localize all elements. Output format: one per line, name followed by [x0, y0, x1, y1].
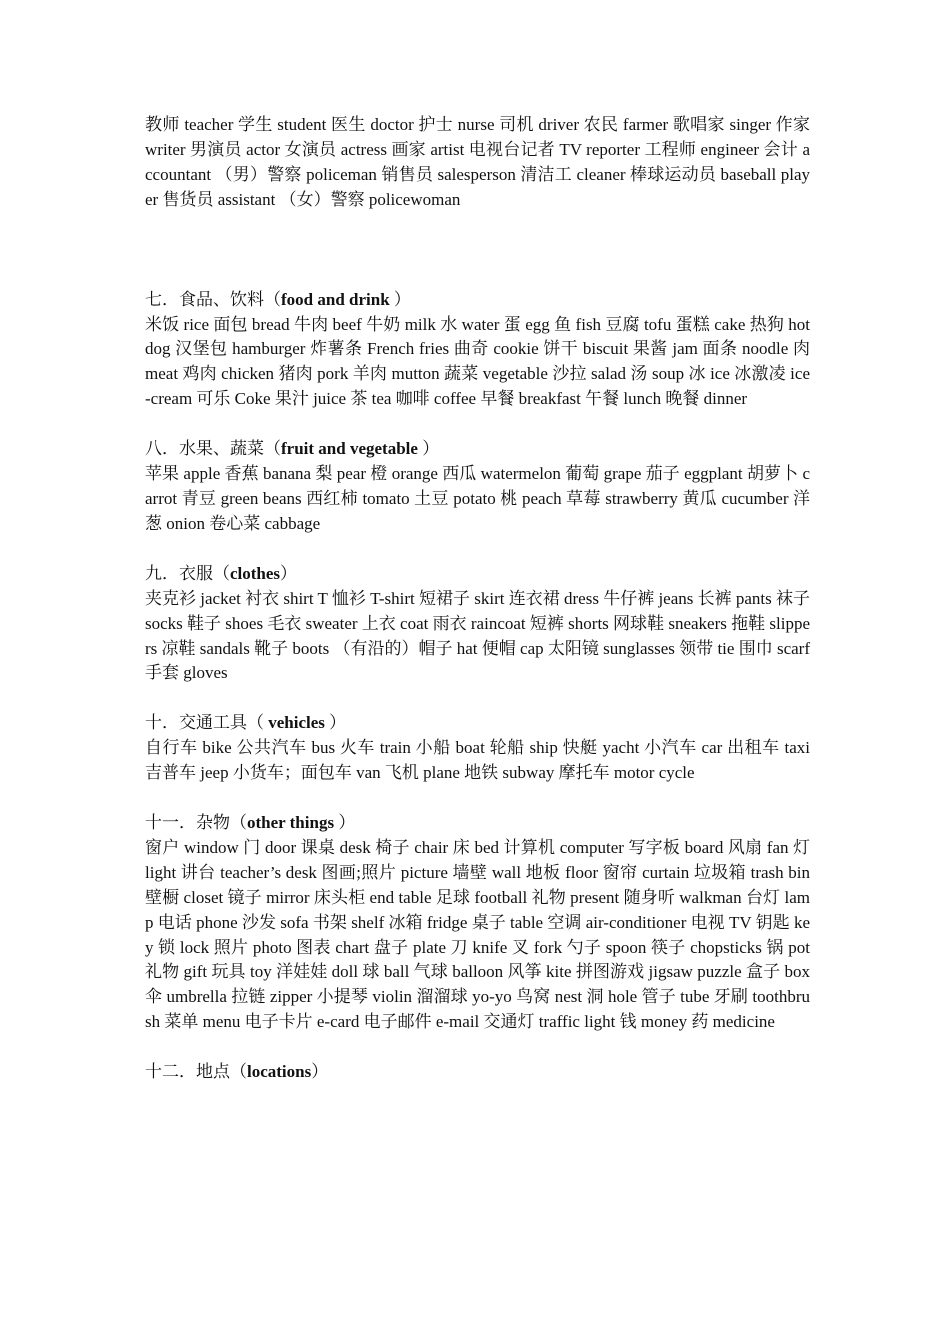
section-body: 窗户 window 门 door 课桌 desk 椅子 chair 床 bed 计算机 computer 写字板 board 风扇 fan 灯 light 讲台 teacher’s desk 图画;照片 picture 墙壁 wall 地板 floor 窗帘 curtain 垃圾箱 trash bin 壁橱 closet 镜子 mirror 床头柜 end table 足球 football 礼物 present 随身听 walkman 台灯 lamp 电话 phone 沙发 sofa 书架 shelf 冰箱 fridge 桌子 table 空调 air-conditioner 电视 TV 钥匙 key 锁 lock 照片 photo 图表 chart 盘子 plate 刀 knife 叉 fork 勺子 spoon 筷子 chopsticks 锅 pot 礼物 gift 玩具 toy 洋娃娃 doll 球 ball 气球 balloon 风筝 kite 拼图游戏 jigsaw puzzle 盒子 box 伞 umbrella 拉链 zipper 小提琴 violin 溜溜球 yo-yo 鸟窝 nest 洞 hole 管子 tube 牙刷 toothbrush 菜单 menu 电子卡片 e-card 电子邮件 e-mail 交通灯 traffic light 钱 money 药 medicine: [145, 837, 810, 1032]
section-clothes: [145, 562, 810, 687]
section-other-things: [145, 811, 810, 1035]
heading-title: vehicles: [268, 713, 325, 733]
heading-suffix: ）: [417, 439, 440, 459]
heading-title: food and drink: [281, 289, 390, 309]
heading-title: other things: [247, 813, 335, 833]
section-locations: [145, 1060, 810, 1085]
heading-prefix: 十．交通工具（: [145, 713, 269, 733]
section-heading: [145, 288, 810, 313]
heading-suffix: ）: [389, 289, 411, 309]
section-heading: [145, 437, 810, 462]
heading-title: fruit and vegetable: [281, 439, 418, 459]
section-heading: [145, 711, 810, 736]
section-body: 米饭 rice 面包 bread 牛肉 beef 牛奶 milk 水 water 蛋 egg 鱼 fish 豆腐 tofu 蛋糕 cake 热狗 hot dog 汉堡包 hamburger 炸薯条 French fries 曲奇 cookie 饼干 biscuit 果酱 jam 面条 noodle 肉 meat 鸡肉 chicken 猪肉 pork 羊肉 mutton 蔬菜 vegetable 沙拉 salad 汤 soup 冰 ice 冰激凌 ice-cream 可乐 Coke 果汁 juice 茶 tea 咖啡 coffee 早餐 breakfast 午餐 lunch 晚餐 dinner: [145, 314, 810, 409]
heading-prefix: 十一．杂物（: [145, 813, 247, 833]
heading-prefix: 九．衣服（: [145, 563, 230, 583]
section-heading: [145, 1060, 810, 1085]
section-fruit-and-vegetable: [145, 437, 810, 537]
heading-suffix: ）: [280, 563, 298, 583]
heading-suffix: ）: [334, 813, 356, 833]
section-vehicles: [145, 711, 810, 786]
document-page: [145, 113, 810, 1110]
heading-prefix: 十二．地点（: [145, 1062, 247, 1082]
section-body: 夹克衫 jacket 衬衣 shirt T 恤衫 T-shirt 短裙子 skirt 连衣裙 dress 牛仔裤 jeans 长裤 pants 袜子 socks 鞋子 shoes 毛衣 sweater 上衣 coat 雨衣 raincoat 短裤 shorts 网球鞋 sneakers 拖鞋 slippers 凉鞋 sandals 靴子 boots （有沿的）帽子 hat 便帽 cap 太阳镜 sunglasses 领带 tie 围巾 scarf 手套 gloves: [145, 588, 811, 683]
heading-title: clothes: [230, 563, 281, 583]
section-body: 苹果 apple 香蕉 banana 梨 pear 橙 orange 西瓜 watermelon 葡萄 grape 茄子 eggplant 胡萝卜 carrot 青豆 green beans 西红柿 tomato 土豆 potato 桃 peach 草莓 strawberry 黄瓜 cucumber 洋葱 onion 卷心菜 cabbage: [145, 464, 810, 533]
occupations-paragraph: 教师 teacher 学生 student 医生 doctor 护士 nurse 司机 driver 农民 farmer 歌唱家 singer 作家 writer 男演员 actor 女演员 actress 画家 artist 电视台记者 TV reporter 工程师 engineer 会计 accountant （男）警察 policeman 销售员 salesperson 清洁工 cleaner 棒球运动员 baseball player 售货员 assistant （女）警察 policewoman: [145, 115, 810, 209]
heading-prefix: 七．食品、饮料（: [145, 289, 281, 309]
section-heading: [145, 562, 810, 587]
heading-suffix: ）: [311, 1062, 329, 1082]
section-body: 自行车 bike 公共汽车 bus 火车 train 小船 boat 轮船 ship 快艇 yacht 小汽车 car 出租车 taxi 吉普车 jeep 小货车；面包车 van 飞机 plane 地铁 subway 摩托车 motor cycle: [145, 738, 810, 783]
section-heading: [145, 811, 810, 836]
heading-suffix: ）: [324, 713, 347, 733]
heading-title: locations: [247, 1062, 312, 1082]
section-food-and-drink: [145, 288, 810, 413]
heading-prefix: 八．水果、蔬菜（: [145, 439, 281, 459]
